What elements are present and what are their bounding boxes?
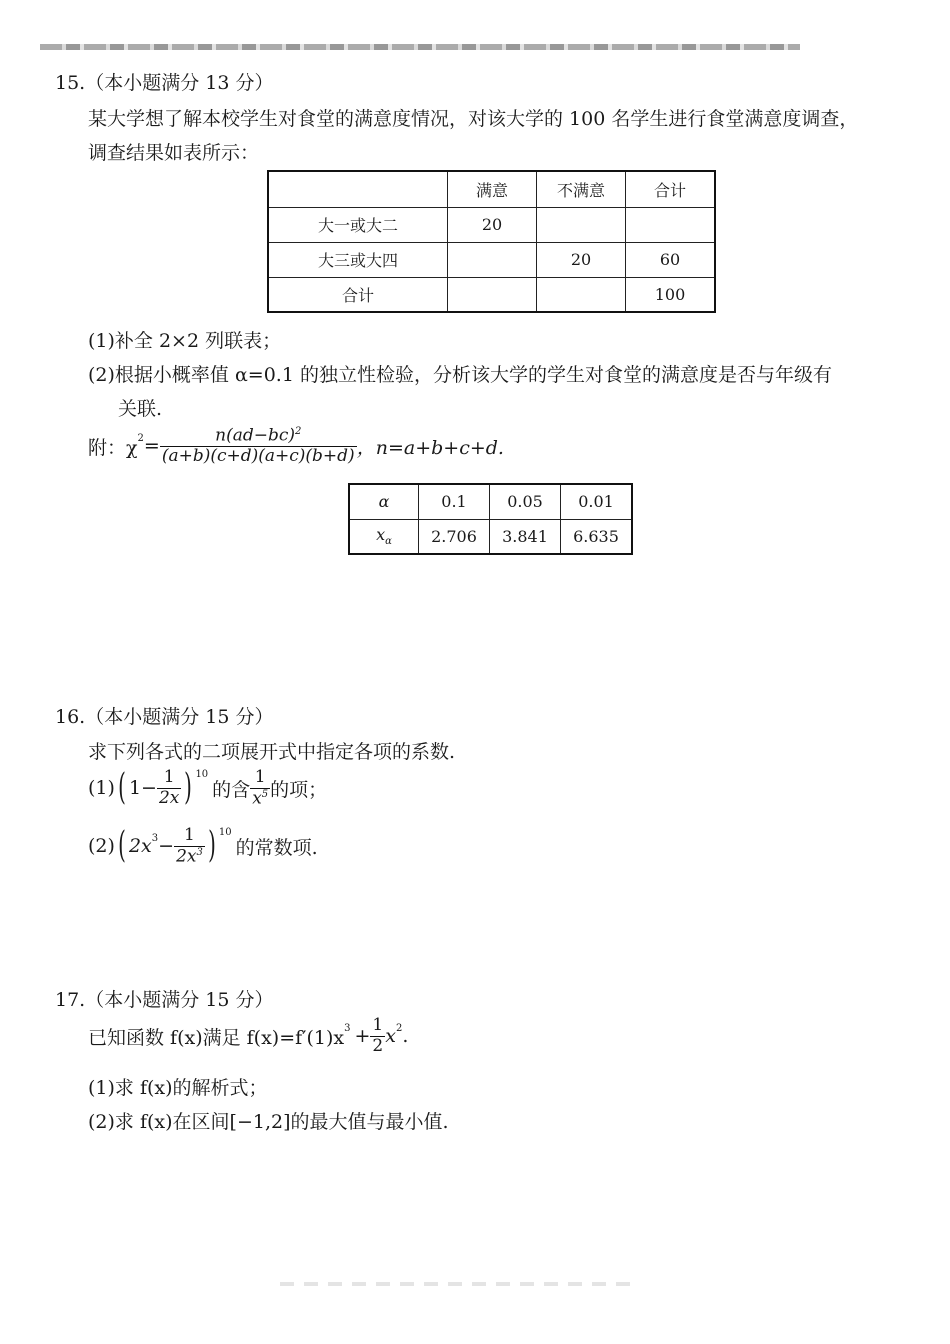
q15-part2-line1: (2)根据小概率值 α=0.1 的独立性检验，分析该大学的学生对食堂的满意度是否与年级有 — [88, 364, 832, 386]
table-cell: 2.706 — [419, 519, 490, 554]
q17-line-a: 已知函数 f(x)满足 f(x)=f′(1)x — [88, 1026, 345, 1049]
left-paren-icon: ( — [118, 825, 126, 867]
q16-part2: (2) ( 2x $^3$ − $\frac{1}{2x^3}$ ) $^{10}$ 的常数项. — [88, 825, 318, 867]
table-cell: 0.01 — [561, 484, 633, 519]
q17-part1: (1)求 f(x)的解析式； — [88, 1077, 268, 1099]
top-cut-artifact — [40, 44, 800, 50]
table-cell — [448, 242, 537, 277]
left-paren-icon: ( — [118, 767, 126, 809]
right-paren-icon: ) — [208, 825, 216, 867]
table-cell: 0.05 — [490, 484, 561, 519]
table-row — [268, 207, 715, 242]
table-cell: 20 — [448, 207, 537, 242]
q15-part2-line2: 关联. — [118, 398, 163, 420]
table-cell — [537, 277, 626, 312]
formula-eq: = — [143, 435, 160, 458]
formula-numerator: n(ad−bc) — [215, 425, 296, 446]
formula-fraction: $\frac{n(ad-bc)^2}{(a+b)(c+d)(a+c)(b+d)}$ — [161, 425, 355, 467]
table-cell: 100 — [626, 277, 716, 312]
q16-p1-expr: 1− — [128, 777, 157, 800]
formula-tail: ，n=a+b+c+d. — [356, 436, 504, 459]
table-cell: 0.1 — [419, 484, 490, 519]
q16-p2-fraction: $\frac{1}{2x^3}$ — [176, 825, 203, 867]
q15-text-line1: 某大学想了解本校学生对食堂的满意度情况，对该大学的 100 名学生进行食堂满意度调查， — [88, 108, 859, 130]
q16-p2-tail: 的常数项. — [235, 836, 318, 859]
bottom-scan-artifact — [280, 1282, 640, 1286]
table-cell: 20 — [537, 242, 626, 277]
q16-heading: 16.（本小题满分 15 分） — [55, 706, 274, 728]
table-row — [268, 242, 715, 277]
table-row — [349, 519, 632, 554]
contingency-table — [267, 170, 716, 313]
table-row — [268, 277, 715, 312]
table-cell: 合计 — [268, 277, 448, 312]
critical-value-table — [348, 483, 633, 555]
table-cell: 大三或大四 — [268, 242, 448, 277]
q15-part1: (1)补全 2×2 列联表； — [88, 330, 282, 352]
table-cell — [537, 207, 626, 242]
table-header-row — [268, 171, 715, 207]
table-cell — [626, 207, 716, 242]
q16-p1-mid: 的含 — [212, 778, 251, 801]
q15-text-line2: 调查结果如表所示： — [88, 142, 260, 164]
formula-denominator: (a+b)(c+d)(a+c)(b+d) — [161, 446, 355, 467]
q17-fraction: $\frac{1}{2}$ — [372, 1015, 384, 1056]
table-cell: 60 — [626, 242, 716, 277]
q17-part2: (2)求 f(x)在区间[−1,2]的最大值与最小值. — [88, 1111, 449, 1133]
q16-p1-tail: 的项； — [270, 778, 328, 801]
q16-p1-label: (1) — [88, 777, 115, 800]
q17-heading: 17.（本小题满分 15 分） — [55, 989, 274, 1011]
table-cell: 满意 — [448, 171, 537, 207]
formula-lead: 附：χ — [88, 436, 138, 459]
right-paren-icon: ) — [184, 767, 193, 809]
q16-p1-fraction: $\frac{1}{2x}$ — [158, 767, 180, 808]
q16-p2-exponent: 10 — [218, 826, 232, 838]
q16-p2-minus: − — [158, 835, 175, 858]
q16-p2-label: (2) — [88, 835, 115, 858]
q16-p2-term: 2x — [128, 835, 152, 858]
table-cell: 合计 — [626, 171, 716, 207]
q16-p1-exponent: 10 — [195, 768, 209, 780]
table-cell: $x_\alpha$ — [349, 519, 419, 554]
q15-heading: 15.（本小题满分 13 分） — [55, 72, 274, 94]
q16-part1 — [88, 768, 327, 809]
q16-intro: 求下列各式的二项展开式中指定各项的系数. — [88, 741, 456, 763]
table-cell: 6.635 — [561, 519, 633, 554]
table-cell — [268, 171, 448, 207]
table-cell: α — [349, 484, 419, 519]
table-cell: 大一或大二 — [268, 207, 448, 242]
chi-square-formula: 附：χ $^2$ = $\frac{n(ad-bc)^2}{(a+b)(c+d)(a+c)(b+d)}$ ，n=a+b+c+d. — [88, 425, 504, 467]
q16-p1-fraction2: $\frac{1}{x^5}$ — [252, 767, 269, 809]
table-cell: 3.841 — [490, 519, 561, 554]
table-cell — [448, 277, 537, 312]
q17-statement: 已知函数 f(x)满足 f(x)=f′(1)x $^3$ + $\frac{1}{2}$ x $^2$ . — [88, 1015, 409, 1056]
table-row — [349, 484, 632, 519]
table-cell: 不满意 — [537, 171, 626, 207]
